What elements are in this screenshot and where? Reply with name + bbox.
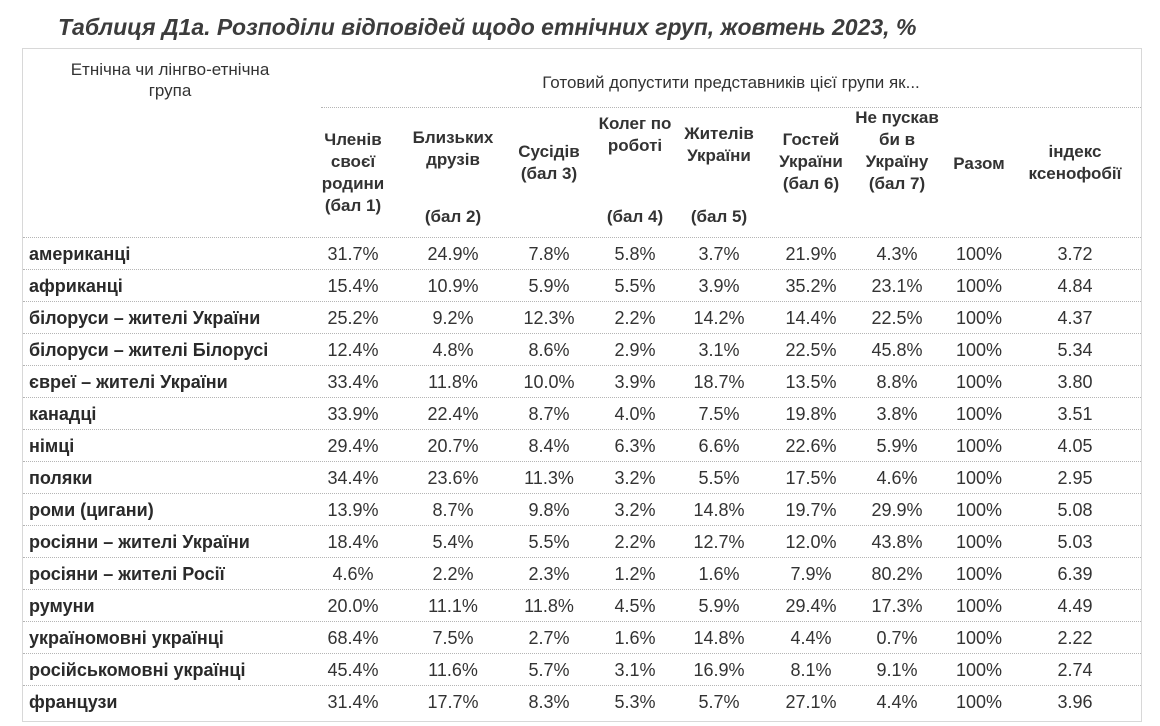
table-cell: 2.9% xyxy=(614,340,656,360)
group-column-header: Етнічна чи лінгво-етнічна група xyxy=(70,60,270,100)
table-cell: 22.5% xyxy=(785,340,837,360)
table-cell: 12.4% xyxy=(327,340,379,360)
column-header-5: Жителів України xyxy=(684,124,754,165)
table-cell: 5.8% xyxy=(614,244,656,264)
table-cell: 3.9% xyxy=(614,372,656,392)
table-cell: 2.22 xyxy=(1057,628,1093,648)
table-cell: 8.6% xyxy=(528,340,570,360)
table-cell: 100% xyxy=(955,692,1003,712)
row-group-label: російськомовні українці xyxy=(29,660,246,680)
table-cell: 14.2% xyxy=(693,308,745,328)
column-subheader-4: (бал 4) xyxy=(606,207,664,226)
table-cell: 0.7% xyxy=(876,628,918,648)
table-row xyxy=(23,525,1141,558)
table-cell: 4.6% xyxy=(876,468,918,488)
table-row xyxy=(23,397,1141,430)
table-cell: 100% xyxy=(955,372,1003,392)
row-group-label: канадці xyxy=(29,404,97,424)
acceptance-span-header: Готовий допустити представників цієї групи як... xyxy=(542,73,920,92)
table-cell: 2.95 xyxy=(1057,468,1093,488)
table-cell: 100% xyxy=(955,596,1003,616)
row-group-label: французи xyxy=(29,692,118,712)
table-row xyxy=(23,685,1141,718)
table-cell: 100% xyxy=(955,468,1003,488)
table-cell: 100% xyxy=(955,308,1003,328)
table-cell: 5.08 xyxy=(1057,500,1093,520)
table-cell: 100% xyxy=(955,500,1003,520)
table-cell: 21.9% xyxy=(785,244,837,264)
row-group-label: білоруси – жителі України xyxy=(29,308,261,328)
table-cell: 3.2% xyxy=(614,468,656,488)
table-cell: 22.5% xyxy=(871,308,923,328)
table-cell: 100% xyxy=(955,244,1003,264)
table-cell: 34.4% xyxy=(327,468,379,488)
table-cell: 43.8% xyxy=(871,532,923,552)
table-cell: 17.5% xyxy=(785,468,837,488)
table-cell: 29.4% xyxy=(785,596,837,616)
table-cell: 33.4% xyxy=(327,372,379,392)
table-cell: 31.7% xyxy=(327,244,379,264)
table-cell: 11.8% xyxy=(428,372,478,392)
table-cell: 19.7% xyxy=(785,500,837,520)
column-header-3: Сусідів (бал 3) xyxy=(518,142,580,183)
table-cell: 13.5% xyxy=(785,372,837,392)
row-group-label: білоруси – жителі Білорусі xyxy=(29,340,269,360)
table-cell: 23.1% xyxy=(871,276,923,296)
table-cell: 7.5% xyxy=(698,404,740,424)
table-cell: 9.8% xyxy=(528,500,570,520)
table-cell: 12.0% xyxy=(785,532,837,552)
table-cell: 17.3% xyxy=(871,596,923,616)
table-cell: 100% xyxy=(955,276,1003,296)
table-cell: 45.8% xyxy=(871,340,923,360)
table-cell: 4.49 xyxy=(1057,596,1093,616)
table-cell: 18.4% xyxy=(327,532,379,552)
table-cell: 5.9% xyxy=(528,276,570,296)
table-cell: 4.3% xyxy=(876,244,918,264)
table-cell: 9.1% xyxy=(876,660,918,680)
column-header-7: Не пускав би в Україну (бал 7) xyxy=(855,108,939,193)
column-header-1: Членів своєї родини (бал 1) xyxy=(321,130,385,215)
table-cell: 22.4% xyxy=(427,404,479,424)
table-cell: 5.5% xyxy=(698,468,740,488)
table-cell: 4.05 xyxy=(1057,436,1093,456)
table-row xyxy=(23,333,1141,366)
table-row xyxy=(23,621,1141,654)
table-row xyxy=(23,589,1141,622)
table-cell: 3.72 xyxy=(1057,244,1093,264)
table-cell: 4.8% xyxy=(432,340,474,360)
table-cell: 8.7% xyxy=(528,404,570,424)
table-row xyxy=(23,429,1141,462)
table-cell: 3.8% xyxy=(876,404,918,424)
table-cell: 3.80 xyxy=(1057,372,1093,392)
table-cell: 5.5% xyxy=(528,532,570,552)
table-cell: 100% xyxy=(955,404,1003,424)
table-cell: 3.1% xyxy=(698,340,740,360)
table-cell: 100% xyxy=(955,660,1003,680)
table-cell: 5.5% xyxy=(614,276,656,296)
table-cell: 20.7% xyxy=(427,436,479,456)
table-cell: 5.03 xyxy=(1057,532,1093,552)
table-cell: 45.4% xyxy=(327,660,379,680)
table-cell: 25.2% xyxy=(327,308,379,328)
table-row xyxy=(23,653,1141,686)
row-group-label: африканці xyxy=(29,276,123,296)
table-cell: 5.7% xyxy=(528,660,570,680)
table-cell: 4.4% xyxy=(790,628,832,648)
row-group-label: роми (цигани) xyxy=(29,500,154,520)
table-cell: 18.7% xyxy=(693,372,745,392)
table-cell: 5.9% xyxy=(698,596,740,616)
row-group-label: німці xyxy=(29,436,75,456)
column-header-6: Гостей України (бал 6) xyxy=(779,130,843,193)
table-row xyxy=(23,269,1141,302)
header-divider xyxy=(321,107,1141,108)
table-row xyxy=(23,461,1141,494)
table-cell: 2.2% xyxy=(614,308,656,328)
table-cell: 4.5% xyxy=(614,596,656,616)
table-cell: 8.7% xyxy=(432,500,474,520)
table-cell: 10.9% xyxy=(427,276,479,296)
table-cell: 100% xyxy=(955,532,1003,552)
table-cell: 100% xyxy=(955,628,1003,648)
table-cell: 2.3% xyxy=(528,564,570,584)
table-cell: 14.8% xyxy=(693,628,745,648)
table-row xyxy=(23,493,1141,526)
table-cell: 8.3% xyxy=(528,692,570,712)
table-cell: 31.4% xyxy=(327,692,379,712)
table-cell: 5.7% xyxy=(698,692,740,712)
table-cell: 7.9% xyxy=(790,564,832,584)
table-row xyxy=(23,237,1141,270)
table-cell: 24.9% xyxy=(427,244,479,264)
table-cell: 33.9% xyxy=(327,404,379,424)
table-cell: 6.6% xyxy=(698,436,740,456)
column-header-4: Колег по роботі xyxy=(598,114,672,155)
row-group-label: американці xyxy=(29,244,131,264)
table-cell: 9.2% xyxy=(432,308,474,328)
table-cell: 17.7% xyxy=(427,692,479,712)
table-cell: 4.6% xyxy=(332,564,374,584)
table-row xyxy=(23,557,1141,590)
column-header-2: Близьких друзів xyxy=(412,128,494,169)
table-cell: 2.2% xyxy=(614,532,656,552)
table-cell: 14.8% xyxy=(693,500,745,520)
table-cell: 10.0% xyxy=(523,372,575,392)
table-cell: 6.3% xyxy=(614,436,656,456)
table-cell: 3.9% xyxy=(698,276,740,296)
table-cell: 11.1% xyxy=(428,596,478,616)
table-cell: 3.2% xyxy=(614,500,656,520)
table-cell: 12.3% xyxy=(523,308,575,328)
table-cell: 14.4% xyxy=(785,308,837,328)
row-group-label: румуни xyxy=(29,596,95,616)
table-cell: 1.2% xyxy=(614,564,656,584)
row-group-label: україномовні українці xyxy=(29,628,224,648)
table-cell: 15.4% xyxy=(327,276,379,296)
table-cell: 11.8% xyxy=(524,596,574,616)
table-cell: 5.9% xyxy=(876,436,918,456)
table-cell: 100% xyxy=(955,436,1003,456)
row-group-label: росіяни – жителі України xyxy=(29,532,250,552)
table-cell: 4.84 xyxy=(1057,276,1093,296)
table-cell: 80.2% xyxy=(871,564,923,584)
table-row xyxy=(23,301,1141,334)
column-header-9: індекс ксенофобії xyxy=(1028,142,1122,183)
table-cell: 2.2% xyxy=(432,564,474,584)
table-cell: 4.4% xyxy=(876,692,918,712)
table-cell: 27.1% xyxy=(785,692,837,712)
table-cell: 12.7% xyxy=(693,532,745,552)
table-row xyxy=(23,365,1141,398)
table-cell: 1.6% xyxy=(698,564,740,584)
column-header-8: Разом xyxy=(953,154,1005,173)
table-cell: 20.0% xyxy=(327,596,379,616)
table-cell: 8.4% xyxy=(528,436,570,456)
table-cell: 3.96 xyxy=(1057,692,1093,712)
data-table xyxy=(22,48,1142,722)
row-group-label: поляки xyxy=(29,468,93,488)
table-cell: 23.6% xyxy=(427,468,479,488)
table-cell: 11.3% xyxy=(524,468,574,488)
table-cell: 100% xyxy=(955,340,1003,360)
table-cell: 4.0% xyxy=(614,404,656,424)
table-cell: 3.1% xyxy=(614,660,656,680)
table-title: Таблиця Д1а. Розподіли відповідей щодо етнічних груп, жовтень 2023, % xyxy=(58,14,917,40)
table-cell: 1.6% xyxy=(614,628,656,648)
table-cell: 13.9% xyxy=(327,500,379,520)
table-cell: 3.7% xyxy=(698,244,740,264)
table-cell: 8.8% xyxy=(876,372,918,392)
table-cell: 5.3% xyxy=(614,692,656,712)
table-cell: 2.74 xyxy=(1057,660,1093,680)
table-cell: 29.9% xyxy=(871,500,923,520)
column-subheader-5: (бал 5) xyxy=(690,207,748,226)
table-cell: 5.34 xyxy=(1057,340,1093,360)
row-group-label: євреї – жителі України xyxy=(29,372,228,392)
table-cell: 16.9% xyxy=(693,660,745,680)
table-cell: 29.4% xyxy=(327,436,379,456)
table-cell: 35.2% xyxy=(785,276,837,296)
column-subheader-2: (бал 2) xyxy=(424,207,482,226)
table-cell: 6.39 xyxy=(1057,564,1093,584)
table-cell: 8.1% xyxy=(790,660,832,680)
table-cell: 2.7% xyxy=(528,628,570,648)
table-cell: 3.51 xyxy=(1057,404,1093,424)
table-cell: 22.6% xyxy=(785,436,837,456)
table-cell: 7.8% xyxy=(528,244,570,264)
row-group-label: росіяни – жителі Росії xyxy=(29,564,225,584)
table-cell: 5.4% xyxy=(432,532,474,552)
table-cell: 19.8% xyxy=(785,404,837,424)
table-cell: 4.37 xyxy=(1057,308,1093,328)
table-cell: 68.4% xyxy=(327,628,379,648)
table-cell: 100% xyxy=(955,564,1003,584)
table-cell: 11.6% xyxy=(428,660,478,680)
table-cell: 7.5% xyxy=(432,628,474,648)
